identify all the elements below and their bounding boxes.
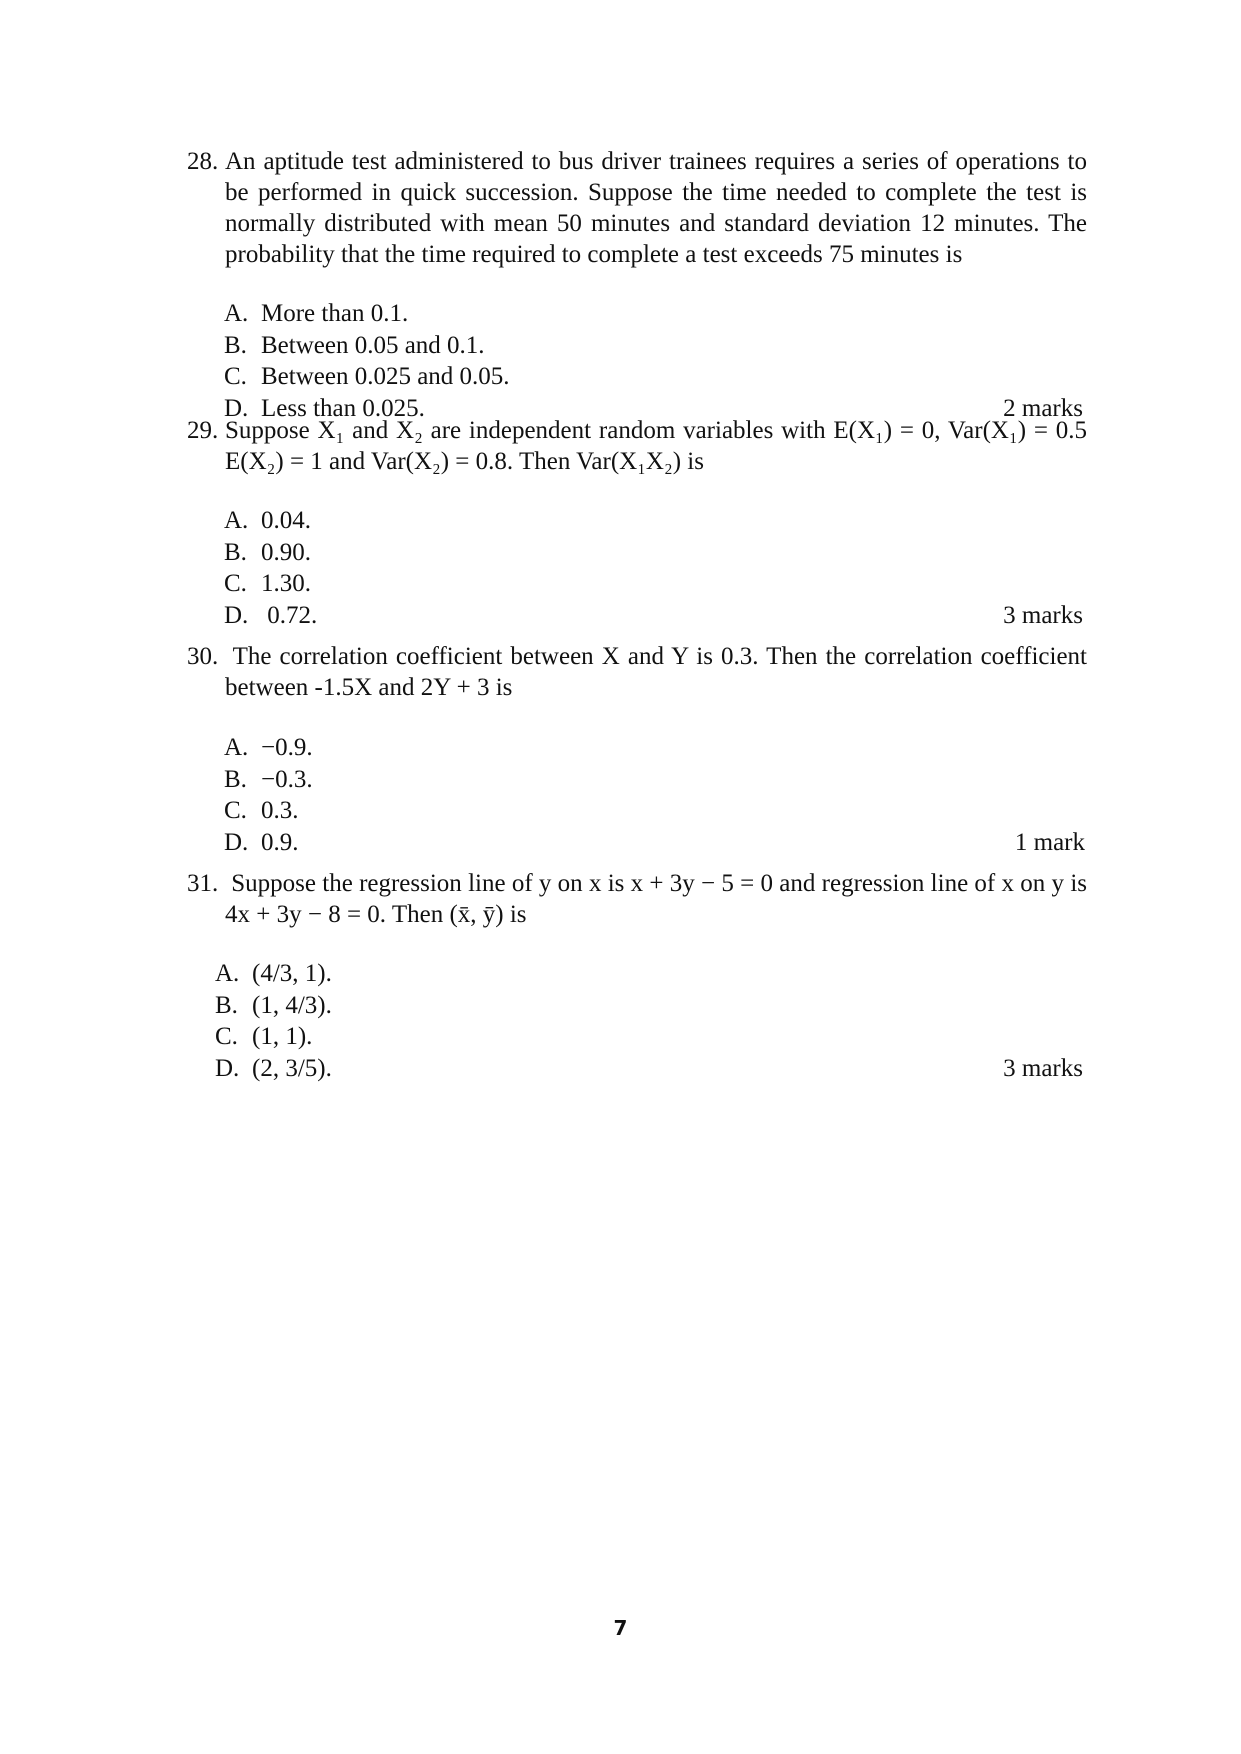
option-list bbox=[187, 505, 1087, 631]
option-text: (1, 4/3). bbox=[252, 991, 332, 1019]
option-c bbox=[187, 361, 1087, 393]
option-text: Between 0.05 and 0.1. bbox=[261, 331, 485, 359]
option-letter: A. bbox=[224, 507, 249, 534]
option-c bbox=[187, 1021, 1087, 1053]
option-letter: C. bbox=[224, 797, 247, 824]
option-c bbox=[187, 568, 1087, 600]
question-number: 28. bbox=[187, 148, 219, 175]
option-d bbox=[187, 1053, 1087, 1085]
option-letter: A. bbox=[215, 960, 240, 987]
option-letter: D. bbox=[215, 1054, 240, 1082]
option-letter: B. bbox=[224, 765, 247, 793]
option-d bbox=[187, 827, 1087, 859]
question-28 bbox=[187, 146, 1087, 424]
option-b bbox=[187, 764, 1087, 796]
option-letter: D. bbox=[224, 601, 249, 629]
option-text: More than 0.1. bbox=[261, 300, 409, 327]
option-a bbox=[187, 298, 1087, 330]
marks-label: 2 marks bbox=[1003, 394, 1083, 422]
option-list bbox=[187, 298, 1087, 424]
question-stem bbox=[187, 641, 1087, 703]
option-text: 0.72. bbox=[261, 601, 318, 629]
option-c bbox=[187, 795, 1087, 827]
option-b bbox=[187, 330, 1087, 362]
option-letter: B. bbox=[224, 331, 247, 359]
option-text: (2, 3/5). bbox=[252, 1054, 332, 1082]
option-letter: A. bbox=[224, 300, 249, 327]
option-text: −0.3. bbox=[261, 765, 313, 793]
question-stem bbox=[187, 415, 1087, 477]
option-list bbox=[187, 732, 1087, 858]
question-text: Suppose the regression line of y on x is x + 3y − 5 = 0 and regression line of x on y is 4x + 3y − 8 = 0. Then (x̄, ȳ) is bbox=[225, 870, 1087, 928]
option-list bbox=[187, 958, 1087, 1084]
option-a bbox=[187, 505, 1087, 537]
option-text: 1.30. bbox=[261, 570, 311, 597]
option-text: Less than 0.025. bbox=[261, 394, 425, 422]
page-number: 7 bbox=[613, 1616, 628, 1640]
option-a bbox=[187, 732, 1087, 764]
question-number: 29. bbox=[187, 417, 219, 444]
option-text: 0.9. bbox=[261, 828, 299, 856]
question-stem bbox=[187, 146, 1087, 270]
question-number: 31. bbox=[187, 870, 219, 897]
option-b bbox=[187, 990, 1087, 1022]
question-text: Suppose X₁ and X₂ are independent random variables with E(X₁) = 0, Var(X₁) = 0.5 E(X₂) = 1 and Var(X₂) = 0.8. Then Var(X₁X₂) is bbox=[225, 417, 1087, 475]
option-letter: D. bbox=[224, 394, 249, 422]
option-letter: C. bbox=[215, 1023, 238, 1050]
option-text: 0.90. bbox=[261, 538, 311, 566]
option-text: 0.3. bbox=[261, 797, 299, 824]
question-stem bbox=[187, 868, 1087, 930]
marks-label: 1 mark bbox=[1014, 828, 1085, 856]
option-d bbox=[187, 600, 1087, 632]
option-text: Between 0.025 and 0.05. bbox=[261, 363, 510, 390]
question-31 bbox=[187, 868, 1087, 1084]
option-letter: A. bbox=[224, 734, 249, 761]
question-text: An aptitude test administered to bus driver trainees requires a series of operations to be performed in quick succession. Suppose the time needed to complete the test is normally distributed with mean 50 minutes and standard deviation 12 minutes. The probability that the time required to complete a test exceeds 75 minutes is bbox=[225, 148, 1087, 268]
option-letter: D. bbox=[224, 828, 249, 856]
option-text: (1, 1). bbox=[252, 1023, 313, 1050]
option-letter: B. bbox=[224, 538, 247, 566]
question-text: The correlation coefficient between X and Y is 0.3. Then the correlation coefficient between -1.5X and 2Y + 3 is bbox=[225, 643, 1087, 701]
question-29 bbox=[187, 415, 1087, 631]
option-letter: C. bbox=[224, 363, 247, 390]
option-letter: B. bbox=[215, 991, 238, 1019]
option-a bbox=[187, 958, 1087, 990]
question-30 bbox=[187, 641, 1087, 858]
option-letter: C. bbox=[224, 570, 247, 597]
marks-label: 3 marks bbox=[1003, 601, 1083, 629]
option-b bbox=[187, 537, 1087, 569]
question-number: 30. bbox=[187, 643, 219, 670]
option-text: −0.9. bbox=[261, 734, 313, 761]
option-text: (4/3, 1). bbox=[252, 960, 332, 987]
marks-label: 3 marks bbox=[1003, 1054, 1083, 1082]
option-text: 0.04. bbox=[261, 507, 311, 534]
